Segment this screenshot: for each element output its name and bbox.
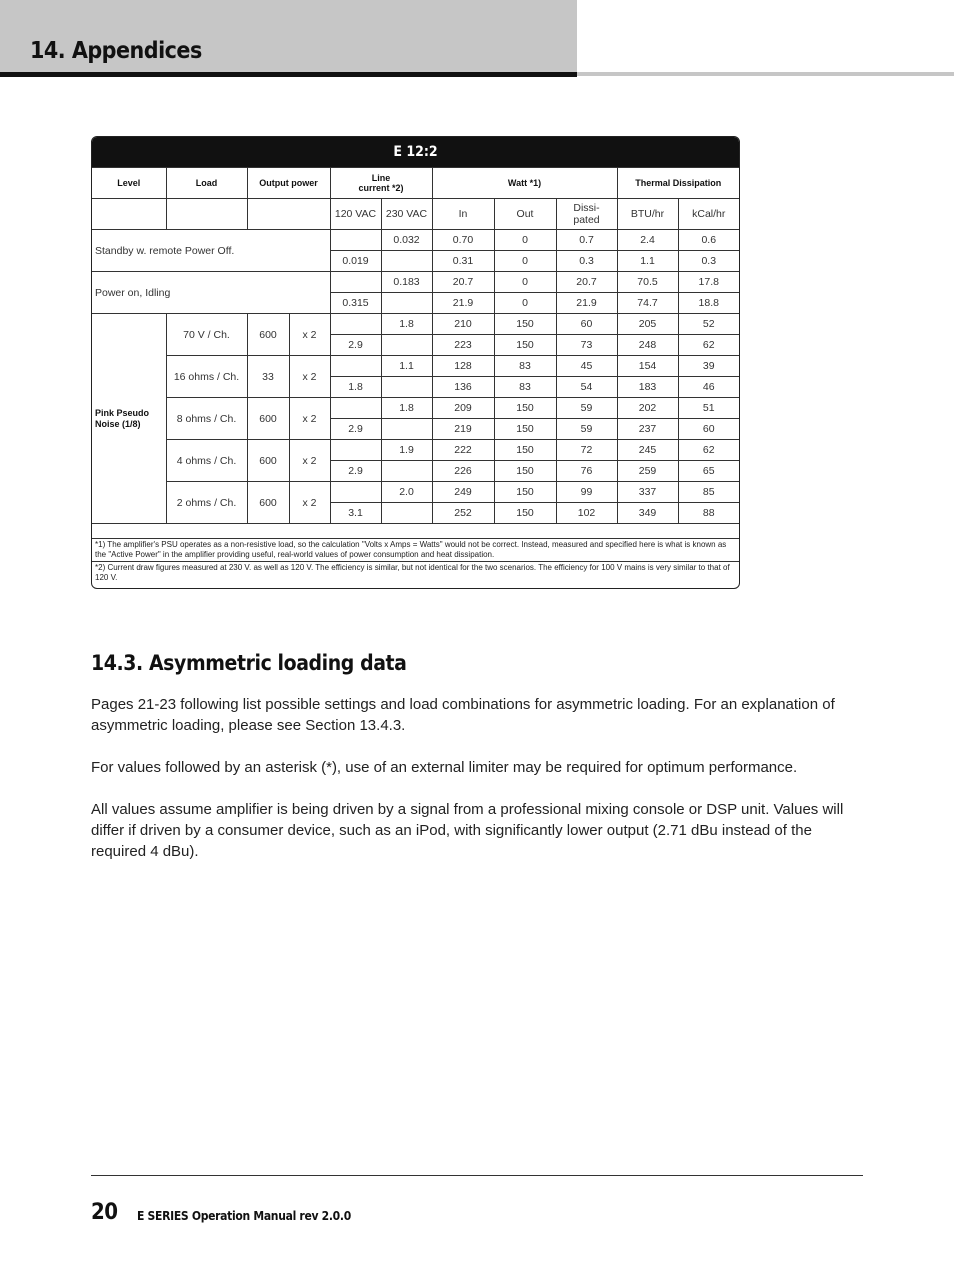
cell-output-power: 33: [247, 356, 289, 398]
cell-kcal: 0.6: [678, 230, 739, 251]
footer-text: E SERIES Operation Manual rev 2.0.0: [137, 1209, 351, 1223]
table-footnote-row: [92, 539, 739, 562]
chapter-title: 14. Appendices: [30, 38, 202, 64]
cell-in: 209: [432, 398, 494, 419]
header-black-rule: [0, 72, 577, 77]
cell-channels: x 2: [289, 398, 330, 440]
cell-btu: 337: [617, 482, 678, 503]
cell-dissipated: 73: [556, 335, 617, 356]
cell-230vac: 0.183: [381, 272, 432, 293]
cell-kcal: 46: [678, 377, 739, 398]
cell-in: 226: [432, 461, 494, 482]
table-row: [92, 230, 739, 251]
cell-kcal: 39: [678, 356, 739, 377]
cell-dissipated: 76: [556, 461, 617, 482]
cell-kcal: 65: [678, 461, 739, 482]
cell-btu: 237: [617, 419, 678, 440]
cell-btu: 205: [617, 314, 678, 335]
table-spacer-row: [92, 524, 739, 539]
cell-btu: 2.4: [617, 230, 678, 251]
cell-kcal: 18.8: [678, 293, 739, 314]
cell-dissipated: 60: [556, 314, 617, 335]
cell-out: 150: [494, 419, 556, 440]
cell-kcal: 60: [678, 419, 739, 440]
cell-230vac: 1.8: [381, 398, 432, 419]
cell-out: 150: [494, 503, 556, 524]
cell-out: 0: [494, 230, 556, 251]
subheader-out: Out: [494, 199, 556, 230]
subheader-120vac: 120 VAC: [330, 199, 381, 230]
header-level: Level: [92, 168, 166, 199]
header-watt: Watt *1): [432, 168, 617, 199]
cell-out: 0: [494, 272, 556, 293]
cell-dissipated: 54: [556, 377, 617, 398]
cell-btu: 248: [617, 335, 678, 356]
cell-dissipated: 45: [556, 356, 617, 377]
cell-kcal: 51: [678, 398, 739, 419]
cell-in: 222: [432, 440, 494, 461]
cell-out: 0: [494, 251, 556, 272]
subheader-dissipated: Dissi- pated: [556, 199, 617, 230]
cell-dissipated: 0.7: [556, 230, 617, 251]
table-title-row: [92, 137, 739, 168]
paragraph-1: Pages 21-23 following list possible settings and load combinations for asymmetric loading. For an explanation of asymmetric loading, please see Section 13.4.3.: [91, 696, 835, 734]
paragraph-2: For values followed by an asterisk (*), use of an external limiter may be required for optimum performance.: [91, 759, 798, 776]
cell-120vac: 2.9: [330, 335, 381, 356]
cell-dissipated: 20.7: [556, 272, 617, 293]
table-header-row: [92, 168, 739, 199]
table-footnote-row: [92, 562, 739, 585]
cell-output-power: 600: [247, 314, 289, 356]
footnote-2: *2) Current draw figures measured at 230 V. as well as 120 V. The efficiency is similar, but not identical for the two scenarios. The efficiency for 100 V mains is very similar to that of 120 V.: [92, 562, 739, 585]
header-load: Load: [166, 168, 247, 199]
cell-btu: 259: [617, 461, 678, 482]
cell-kcal: 62: [678, 335, 739, 356]
cell-kcal: 0.3: [678, 251, 739, 272]
cell-kcal: 88: [678, 503, 739, 524]
cell-120vac: 0.315: [330, 293, 381, 314]
cell-230vac: 2.0: [381, 482, 432, 503]
cell-in: 0.70: [432, 230, 494, 251]
table-title: E 12:2: [92, 137, 739, 168]
page-number: 20: [91, 1200, 118, 1225]
cell-btu: 154: [617, 356, 678, 377]
cell-in: 21.9: [432, 293, 494, 314]
cell-btu: 202: [617, 398, 678, 419]
cell-in: 219: [432, 419, 494, 440]
cell-btu: 1.1: [617, 251, 678, 272]
cell-kcal: 17.8: [678, 272, 739, 293]
row-label-standby: Standby w. remote Power Off.: [92, 230, 330, 272]
cell-channels: x 2: [289, 440, 330, 482]
cell-kcal: 85: [678, 482, 739, 503]
header-gray-rule: [577, 72, 954, 76]
cell-dissipated: 59: [556, 419, 617, 440]
footnote-1: *1) The amplifier's PSU operates as a non-resistive load, so the calculation "Volts x Amps = Watts" would not be correct. Instead, measured and specified here is what is known as the "Active Power" in the amplifier providing useful, real-world values of power consumption and heat dissipation.: [92, 539, 739, 562]
cell-in: 223: [432, 335, 494, 356]
cell-btu: 349: [617, 503, 678, 524]
cell-in: 136: [432, 377, 494, 398]
cell-btu: 74.7: [617, 293, 678, 314]
subheader-btu: BTU/hr: [617, 199, 678, 230]
subheader-230vac: 230 VAC: [381, 199, 432, 230]
cell-load: 70 V / Ch.: [166, 314, 247, 356]
cell-in: 249: [432, 482, 494, 503]
cell-load: 4 ohms / Ch.: [166, 440, 247, 482]
cell-dissipated: 21.9: [556, 293, 617, 314]
cell-in: 210: [432, 314, 494, 335]
header-thermal: Thermal Dissipation: [617, 168, 739, 199]
cell-230vac: 1.9: [381, 440, 432, 461]
power-consumption-table: [92, 137, 739, 584]
cell-out: 83: [494, 356, 556, 377]
cell-channels: x 2: [289, 314, 330, 356]
cell-dissipated: 0.3: [556, 251, 617, 272]
footer-rule: [91, 1175, 863, 1176]
cell-dissipated: 72: [556, 440, 617, 461]
cell-load: 2 ohms / Ch.: [166, 482, 247, 524]
table-row: [92, 314, 739, 335]
cell-btu: 183: [617, 377, 678, 398]
table-row: [92, 356, 739, 377]
cell-output-power: 600: [247, 398, 289, 440]
cell-output-power: 600: [247, 440, 289, 482]
header-line-current: Line current *2): [330, 168, 432, 199]
cell-230vac: 1.8: [381, 314, 432, 335]
cell-load: 16 ohms / Ch.: [166, 356, 247, 398]
cell-in: 20.7: [432, 272, 494, 293]
cell-out: 150: [494, 461, 556, 482]
paragraph-3: All values assume amplifier is being driven by a signal from a professional mixing console or DSP unit. Values will differ if driven by a consumer device, such as an iPod, with significantly lower output (2.71 dBu instead of the required 4 dBu).: [91, 801, 844, 860]
subheader-kcal: kCal/hr: [678, 199, 739, 230]
specification-table: [91, 136, 740, 589]
row-label-idle: Power on, Idling: [92, 272, 330, 314]
cell-output-power: 600: [247, 482, 289, 524]
cell-120vac: 2.9: [330, 419, 381, 440]
table-row: [92, 272, 739, 293]
section-title: 14.3. Asymmetric loading data: [91, 651, 407, 675]
table-row: [92, 440, 739, 461]
cell-out: 150: [494, 440, 556, 461]
cell-load: 8 ohms / Ch.: [166, 398, 247, 440]
cell-kcal: 62: [678, 440, 739, 461]
cell-out: 150: [494, 314, 556, 335]
cell-out: 150: [494, 398, 556, 419]
row-label-pink-noise: Pink Pseudo Noise (1/8): [92, 314, 166, 524]
cell-channels: x 2: [289, 482, 330, 524]
cell-120vac: 2.9: [330, 461, 381, 482]
cell-kcal: 52: [678, 314, 739, 335]
cell-btu: 70.5: [617, 272, 678, 293]
subheader-in: In: [432, 199, 494, 230]
cell-out: 150: [494, 335, 556, 356]
header-output-power: Output power: [247, 168, 330, 199]
cell-120vac: 0.019: [330, 251, 381, 272]
cell-120vac: 1.8: [330, 377, 381, 398]
cell-btu: 245: [617, 440, 678, 461]
cell-230vac: 1.1: [381, 356, 432, 377]
cell-dissipated: 59: [556, 398, 617, 419]
cell-dissipated: 102: [556, 503, 617, 524]
table-subheader-row: [92, 199, 739, 230]
cell-out: 0: [494, 293, 556, 314]
cell-in: 0.31: [432, 251, 494, 272]
cell-dissipated: 99: [556, 482, 617, 503]
cell-in: 128: [432, 356, 494, 377]
cell-out: 83: [494, 377, 556, 398]
cell-out: 150: [494, 482, 556, 503]
cell-120vac: 3.1: [330, 503, 381, 524]
table-row: [92, 398, 739, 419]
cell-230vac: 0.032: [381, 230, 432, 251]
table-row: [92, 482, 739, 503]
cell-channels: x 2: [289, 356, 330, 398]
cell-in: 252: [432, 503, 494, 524]
